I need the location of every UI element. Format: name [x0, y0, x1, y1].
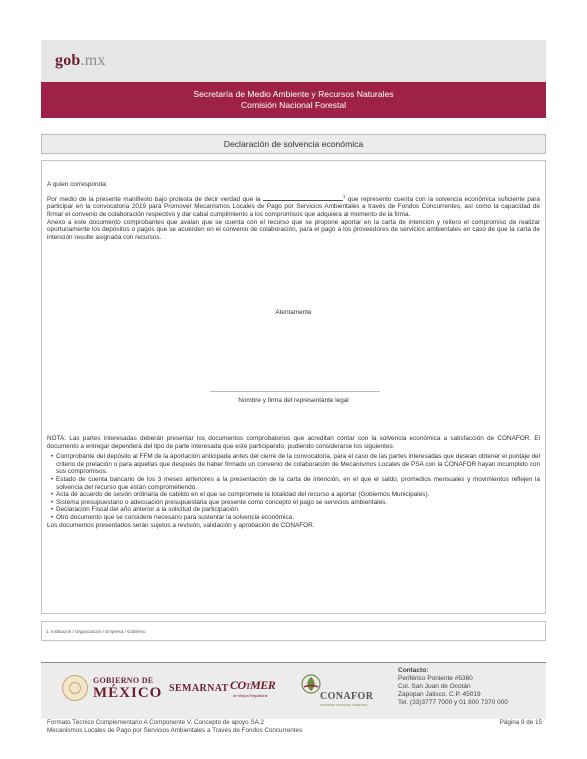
paragraph-declaration: Por medio de la presente manifiesto bajo protesta de decir verdad que la $^1$ que represento cuenta con la solvencia económica suficiente para participar en la convocatoria 2019 para Promover Mecanismos Locales de Pago por Servicios Ambientales a través de Fondos Concurrentes, así como la capacidad de firmar el convenio de colaboración respectivo y dar cabal cumplimiento a los compromisos que adquiera al momento de la firma.: [47, 193, 540, 218]
secretaria-banner: [41, 82, 546, 118]
salutation: A quien corresponda:: [47, 181, 108, 188]
contact-address: Periférico Poniente #5360: [398, 675, 473, 682]
closing-text: Los documentos presentados serán sujetos a revisión, validación y aprobación de CONAFOR.: [47, 521, 315, 529]
cotamer-logo: COTMER: [230, 678, 276, 692]
signature-line: [210, 391, 380, 392]
gob-mx-logo[interactable]: gob.mx: [55, 52, 106, 69]
document-title: Declaración de solvencia económica: [41, 134, 546, 154]
contact-colonia: Col. San Juan de Ocotán: [398, 683, 471, 690]
contact-city: Zapopan Jalisco. C.P. 45019: [398, 691, 481, 698]
paragraph-annex: Anexo a este documento comprobantes que avalan que se cuenta con el recurso que se propone aportar en la carta de intención y reitero el compromiso de realizar oportunamente los depósitos o pagos que se acuerden en el convenio de colaboración, para el pago a los proveedores de servicios ambientales en caso de que la carta de intención resulte asignada con recursos.: [47, 218, 540, 241]
logo-footer: [41, 662, 546, 719]
conafor-logo: CONAFOR: [320, 691, 374, 702]
gob-header-bar: [41, 40, 546, 82]
list-item: • Acta de acuerdo de sesión ordinaria de cabildo en el que se compromete la totalidad del recurso a aportar (Gobiernos Municipales).: [56, 491, 540, 499]
list-item: • Sistema presupuestario o adecuación presupuestaria que presente como concepto el pago se servicios ambientales.: [56, 499, 540, 507]
list-item: • Declaración Fiscal del año anterior a la solicitud de participación.: [56, 506, 540, 514]
signature-label: Nombre y firma del representante legal: [238, 397, 349, 404]
footer-line-1: Formato Técnico Complementario A Componente V. Concepto de apoyo SA.2: [47, 719, 265, 726]
conafor-subtitle: COMISIÓN NACIONAL FORESTAL: [320, 703, 368, 707]
footer-line-2: Mecanismos Locales de Pago por Servicios Ambientales a Través de Fondos Concurrentes: [47, 727, 303, 734]
secretaria-name: Secretaría de Medio Ambiente y Recursos Naturales: [193, 89, 394, 99]
contact-heading: Contacto:: [398, 667, 429, 674]
gobierno-seal-icon: [62, 675, 88, 701]
content-box: [41, 160, 546, 614]
footnote-text: 1. Institución / Organización / Empresa / Gobierno: [46, 629, 146, 634]
comision-name: Comisión Nacional Forestal: [240, 99, 347, 110]
note-section: [47, 435, 540, 529]
list-item: • Otro documento que se considere necesario para sustentar la solvencia económica.: [56, 514, 540, 522]
note-text: NOTA: Las partes interesadas deberán presentar los documentos comprobatorios que acreditan contar con la solvencia económica a satisfacción de CONAFOR. El documento a entregar dependerá del tipo de parte interesada que esté participando, pudiendo considerarse los siguientes:: [47, 435, 540, 450]
page-number: Página 9 de 15: [499, 719, 542, 726]
atentamente-label: Atentamente: [275, 309, 312, 316]
list-item: • Estado de cuenta bancario de los 3 meses anteriores a la presentación de la carta de intención, en el que el saldo, promedios mensuales y movimientos reflejen la solvencia del recurso que están comprometiendo.: [56, 476, 540, 491]
gobierno-mexico-logo: GOBIERNO DE MÉXICO: [93, 676, 163, 701]
contact-block: [398, 667, 508, 707]
conafor-leaf-icon: [300, 673, 322, 695]
contact-phone: Tel. (33)3777 7000 y 01 800 7370 000: [398, 699, 508, 706]
footnote-box: [41, 621, 546, 641]
cotamer-subtitle: de Mejora Regulatoria: [233, 694, 268, 698]
blank-field: [263, 195, 343, 201]
requirements-list: [47, 453, 540, 521]
list-item: • Comprobante del depósito al FFM de la aportación anticipada antes del cierre de la convocatoria, para el caso de las partes interesadas que desean obtener el puntaje del criterio de prelación o para aquellas que después de haber firmado un convenio de colaboración de Mecanismos Locales de PSA con la CONAFOR hayan incumplido con sus compromisos.: [56, 453, 540, 476]
semarnat-logo: SEMARNAT: [169, 683, 229, 694]
document-footer: [47, 719, 302, 735]
